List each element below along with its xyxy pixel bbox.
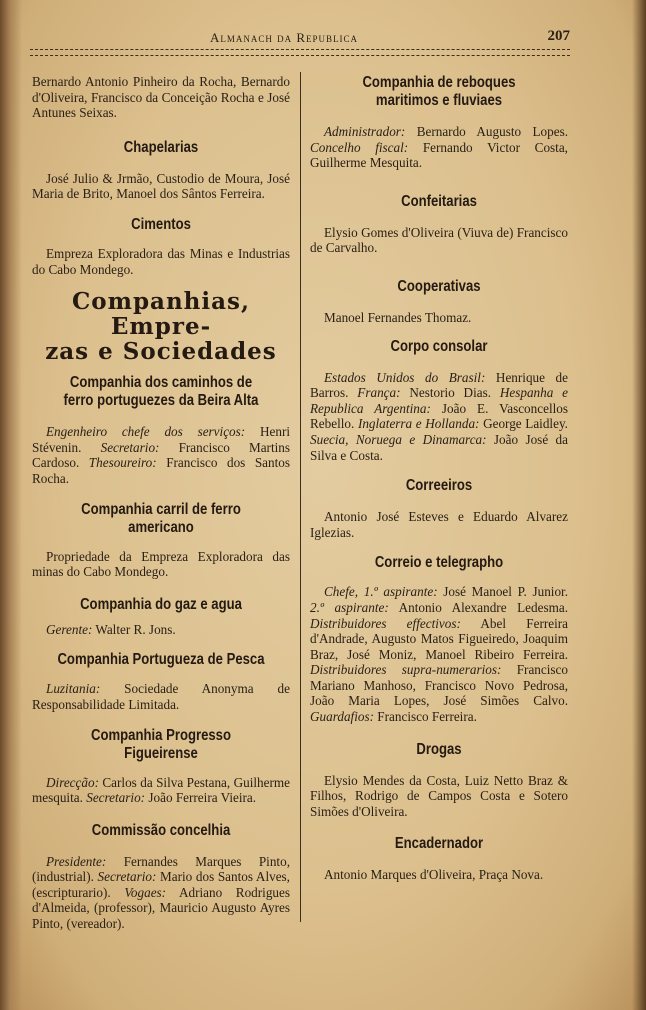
- text-carril: Propriedade da Empreza Exploradora das minas do Cabo Mondego.: [32, 548, 290, 580]
- value: George Laidley.: [479, 416, 568, 432]
- label: Guardafios:: [310, 709, 374, 725]
- heading-pesca: Companhia Portugueza de Pesca: [57, 651, 265, 669]
- running-title: Almanach da Republica: [210, 30, 359, 45]
- heading-correeiros: Correeiros: [405, 477, 473, 495]
- value: João E. Vasconcellos Rebello.: [310, 400, 568, 432]
- label: 2.º aspirante:: [310, 599, 389, 615]
- heading-gaz: Companhia do gaz e agua: [80, 595, 242, 613]
- text-caminhos-ferro: [32, 424, 290, 486]
- value: Nestorio Dias.: [400, 385, 500, 401]
- value: Adriano Rodrigues d'Almeida, (professor), Mauricio Augusto Ayres Pinto, (vereador).: [32, 884, 290, 932]
- text-reboques: [310, 124, 568, 171]
- label: Luzitania:: [46, 681, 101, 697]
- running-header: [30, 28, 570, 50]
- header-rule: [30, 49, 570, 56]
- value: Henrique de Barros.: [310, 369, 569, 401]
- value: José Manoel P. Junior.: [437, 584, 569, 600]
- text-gaz: [32, 622, 290, 638]
- heading-drogas: Drogas: [416, 740, 462, 758]
- label: Distribuidores effectivos:: [310, 615, 461, 631]
- value: Antonio Alexandre Ledesma.: [388, 599, 568, 615]
- label: Secretario:: [100, 439, 160, 455]
- label: Secretario:: [97, 869, 157, 885]
- label: Estados Unidos do Brasil:: [324, 369, 486, 385]
- heading-consolar: Corpo consolar: [390, 337, 488, 355]
- label: França:: [357, 385, 401, 401]
- column-divider: [300, 72, 301, 922]
- intro-paragraph: Bernardo Antonio Pinheiro da Rocha, Bernardo d'Oliveira, Francisco da Conceição Rocha e José Antunes Seixas.: [32, 74, 290, 121]
- value: Francisco Martins Cardoso.: [32, 439, 291, 471]
- label: Chefe, 1.º aspirante:: [324, 584, 438, 600]
- label: Suecia, Noruega e Dinamarca:: [310, 431, 487, 447]
- text-cimentos: Empreza Exploradora das Minas e Industrias do Cabo Mondego.: [32, 245, 290, 277]
- heading-encadernador: Encadernador: [394, 835, 484, 853]
- text-chapelarias: José Julio & Jrmão, Custodio de Moura, José Maria de Brito, Manoel dos Sântos Ferreira.: [32, 170, 290, 202]
- heading-carril: Companhia carril de ferro americano: [81, 500, 241, 536]
- heading-progresso: Companhia Progresso Figueirense: [91, 726, 231, 762]
- text-commissao: [32, 854, 290, 932]
- text-telegrapho: [310, 584, 568, 724]
- right-column: [310, 70, 568, 883]
- label: Direcção:: [46, 774, 99, 790]
- left-column: [32, 70, 290, 932]
- value: Abel Ferreira d'Andrade, Augusto Matos Figueiredo, Joaquim Braz, José Moniz, Manoel Ribeiro Ferreira.: [310, 615, 568, 662]
- value: Bernardo Augusto Lopes.: [405, 124, 568, 139]
- text-correeiros: Antonio José Esteves e Eduardo Alvarez Iglezias.: [310, 509, 568, 540]
- value: Francisco Mariano Manhoso, Francisco Novo Pedrosa, João Maria Lopes, José Simões Calvo.: [310, 662, 568, 709]
- value: Fernandes Marques Pinto, (industrial).: [32, 853, 290, 885]
- label: Administrador:: [324, 124, 406, 139]
- label: Secretario:: [86, 790, 146, 806]
- label: Vogaes:: [124, 884, 167, 900]
- text-drogas: Elysio Mendes da Costa, Luiz Netto Braz & Filhos, Rodrigo de Campos Costa e Sotero Simões d'Oliveira.: [310, 772, 568, 819]
- text-confeitarias: Elysio Gomes d'Oliveira (Viuva de) Francisco de Carvalho.: [310, 224, 568, 256]
- heading-caminhos-ferro: Companhia dos caminhos de ferro portuguezes da Beira Alta: [63, 374, 259, 410]
- heading-confeitarias: Confeitarias: [401, 192, 477, 210]
- value: Carlos da Silva Pestana, Guilherme mesquita.: [32, 774, 290, 806]
- value: Mario dos Santos Alves, (escripturario).: [32, 869, 290, 900]
- text-consolar: [310, 370, 568, 464]
- section-title-line-2: zas e Sociedades: [45, 338, 277, 366]
- heading-commissao: Commissão concelhia: [91, 821, 231, 839]
- heading-cooperativas: Cooperativas: [397, 277, 481, 295]
- text-progresso: [32, 775, 290, 806]
- label: Inglaterra e Hollanda:: [357, 416, 480, 432]
- text-encadernador: Antonio Marques d'Oliveira, Praça Nova.: [324, 867, 544, 883]
- label: Gerente:: [46, 621, 93, 637]
- value: Sociedade Anonyma de Responsabilidade Limitada.: [32, 681, 290, 712]
- value: João José da Silva e Costa.: [310, 431, 568, 463]
- label: Distribuidores supra-numerarios:: [310, 662, 502, 678]
- heading-telegrapho: Correio e telegrapho: [374, 554, 504, 572]
- value: Francisco Ferreira.: [374, 709, 477, 725]
- label: Concelho fiscal:: [310, 139, 409, 155]
- value: João Ferreira Vieira.: [145, 790, 257, 806]
- value: Henri Stévenin.: [32, 424, 290, 455]
- label: Hespanha e Republica Argentina:: [310, 385, 568, 416]
- page-number: 207: [547, 28, 570, 44]
- label: Thesoureiro:: [88, 455, 157, 471]
- value: Fernando Victor Costa, Guilherme Mesquita.: [310, 139, 568, 171]
- heading-cimentos: Cimentos: [131, 215, 191, 233]
- section-title-line-1: Companhias, Empre-: [71, 288, 250, 341]
- value: Walter R. Jons.: [92, 621, 176, 637]
- text-pesca: [32, 681, 290, 712]
- heading-reboques: Companhia de reboques maritimos e fluviaes: [362, 74, 516, 109]
- value: Francisco dos Santos Rocha.: [32, 455, 290, 486]
- text-cooperativas: Manoel Fernandes Thomaz.: [324, 309, 472, 325]
- page-edge-shadow: [632, 0, 646, 1010]
- book-spine-shadow: [0, 0, 22, 1010]
- label: Presidente:: [46, 853, 107, 869]
- heading-chapelarias: Chapelarias: [123, 138, 199, 156]
- label: Engenheiro chefe dos serviços:: [46, 424, 246, 440]
